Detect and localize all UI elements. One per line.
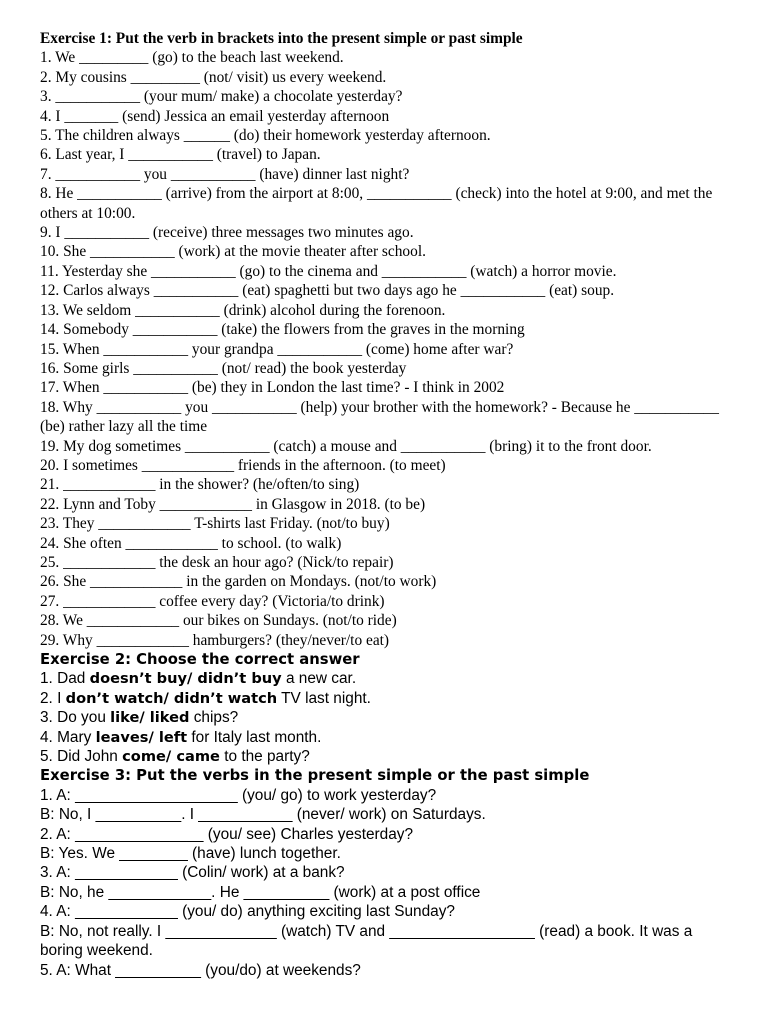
exercise-1-item: 16. Some girls ___________ (not/ read) the book yesterday	[40, 359, 407, 377]
dialogue-line: B: Yes. We ________ (have) lunch together.	[40, 845, 341, 863]
dialogue-line: 1. A: ___________________ (you/ go) to work yesterday?	[40, 786, 437, 804]
exercise-1-item: 11. Yesterday she ___________ (go) to the cinema and ___________ (watch) a horror movie.	[40, 262, 617, 280]
dialogue-line: 2. A: _______________ (you/ see) Charles yesterday?	[40, 825, 414, 843]
exercise-1-item: 10. She ___________ (work) at the movie theater after school.	[40, 243, 426, 261]
exercise-1-item: 1. We _________ (go) to the beach last weekend.	[40, 49, 344, 67]
question-text: 5. Did John	[40, 748, 123, 766]
answer-options: leaves/ left	[95, 728, 188, 746]
exercise-1-item: 12. Carlos always ___________ (eat) spaghetti but two days ago he ___________ (eat) soup.	[40, 282, 615, 300]
exercise-1-item: 23. They ____________ T-shirts last Friday. (not/to buy)	[40, 515, 390, 533]
exercise-1	[40, 29, 735, 650]
exercise-3-title: Exercise 3: Put the verbs in the present simple or the past simple	[40, 767, 590, 785]
exercise-2-item	[40, 669, 735, 688]
exercise-3-lines	[40, 786, 735, 980]
exercise-1-item: 8. He ___________ (arrive) from the airport at 8:00, ___________ (check) into the hotel at 9:00, and met the others at 10:00.	[40, 185, 713, 222]
exercise-1-item: 13. We seldom ___________ (drink) alcohol during the forenoon.	[40, 301, 446, 319]
exercise-1-item: 27. ____________ coffee every day? (Victoria/to drink)	[40, 592, 385, 610]
exercise-2-title: Exercise 2: Choose the correct answer	[40, 651, 360, 668]
exercise-1-item: 26. She ____________ in the garden on Mondays. (not/to work)	[40, 573, 437, 591]
exercise-1-item: 15. When ___________ your grandpa ___________ (come) home after war?	[40, 340, 514, 358]
worksheet	[40, 29, 735, 980]
exercise-1-item: 17. When ___________ (be) they in London the last time? - I think in 2002	[40, 379, 505, 397]
question-text: for Italy last month.	[187, 728, 322, 746]
exercise-1-item: 3. ___________ (your mum/ make) a chocolate yesterday?	[40, 88, 403, 106]
question-text: TV last night.	[277, 689, 371, 707]
dialogue-line: 3. A: ____________ (Colin/ work) at a bank?	[40, 864, 345, 882]
exercise-2-item	[40, 747, 735, 766]
question-text: to the party?	[219, 748, 310, 766]
exercise-1-item: 18. Why ___________ you ___________ (help) your brother with the homework? - Because he ___________ (be) rather lazy all the time	[40, 398, 719, 436]
dialogue-line: 5. A: What __________ (you/do) at weekends?	[40, 961, 361, 979]
dialogue-line: B: No, he ____________. He __________ (work) at a post office	[40, 883, 481, 901]
exercise-1-item: 14. Somebody ___________ (take) the flowers from the graves in the morning	[40, 321, 525, 339]
exercise-1-item: 19. My dog sometimes ___________ (catch) a mouse and ___________ (bring) it to the front door.	[40, 437, 652, 455]
question-text: chips?	[189, 709, 239, 727]
exercise-2-item	[40, 708, 735, 727]
exercise-1-item: 5. The children always ______ (do) their homework yesterday afternoon.	[40, 127, 491, 145]
exercise-1-item: 22. Lynn and Toby ____________ in Glasgow in 2018. (to be)	[40, 495, 426, 513]
question-text: a new car.	[281, 670, 357, 688]
exercise-1-item: 24. She often ____________ to school. (to walk)	[40, 534, 342, 552]
exercise-1-item: 29. Why ____________ hamburgers? (they/never/to eat)	[40, 631, 390, 649]
exercise-1-item: 6. Last year, I ___________ (travel) to Japan.	[40, 146, 321, 164]
answer-options: come/ came	[122, 748, 220, 766]
exercise-1-title: Exercise 1: Put the verb in brackets into the present simple or past simple	[40, 30, 523, 47]
answer-options: don’t watch/ didn’t watch	[65, 689, 278, 707]
exercise-1-item: 20. I sometimes ____________ friends in the afternoon. (to meet)	[40, 456, 446, 474]
exercise-2-item	[40, 689, 735, 708]
answer-options: like/ liked	[110, 709, 190, 727]
exercise-3	[40, 766, 735, 979]
question-text: 3. Do you	[40, 709, 111, 727]
dialogue-line: B: No, I __________. I ___________ (never/ work) on Saturdays.	[40, 806, 486, 824]
exercise-1-item: 7. ___________ you ___________ (have) dinner last night?	[40, 165, 410, 183]
exercise-1-items	[40, 48, 735, 650]
exercise-2-item	[40, 728, 735, 747]
question-text: 4. Mary	[40, 728, 96, 746]
question-text: 2. I	[40, 689, 66, 707]
exercise-1-item: 21. ____________ in the shower? (he/often/to sing)	[40, 476, 360, 494]
exercise-1-item: 25. ____________ the desk an hour ago? (Nick/to repair)	[40, 553, 394, 571]
exercise-1-item: 9. I ___________ (receive) three messages two minutes ago.	[40, 224, 414, 242]
exercise-1-item: 28. We ____________ our bikes on Sundays. (not/to ride)	[40, 612, 397, 630]
answer-options: doesn’t buy/ didn’t buy	[89, 670, 282, 688]
dialogue-line: 4. A: ____________ (you/ do) anything exciting last Sunday?	[40, 903, 455, 921]
question-text: 1. Dad	[40, 670, 90, 688]
exercise-1-item: 4. I _______ (send) Jessica an email yesterday afternoon	[40, 107, 390, 125]
exercise-2-items	[40, 669, 735, 766]
dialogue-line: B: No, not really. I _____________ (watch) TV and _________________ (read) a book. It was a boring weekend.	[40, 922, 693, 960]
exercise-1-item: 2. My cousins _________ (not/ visit) us every weekend.	[40, 68, 387, 86]
exercise-2	[40, 650, 735, 766]
